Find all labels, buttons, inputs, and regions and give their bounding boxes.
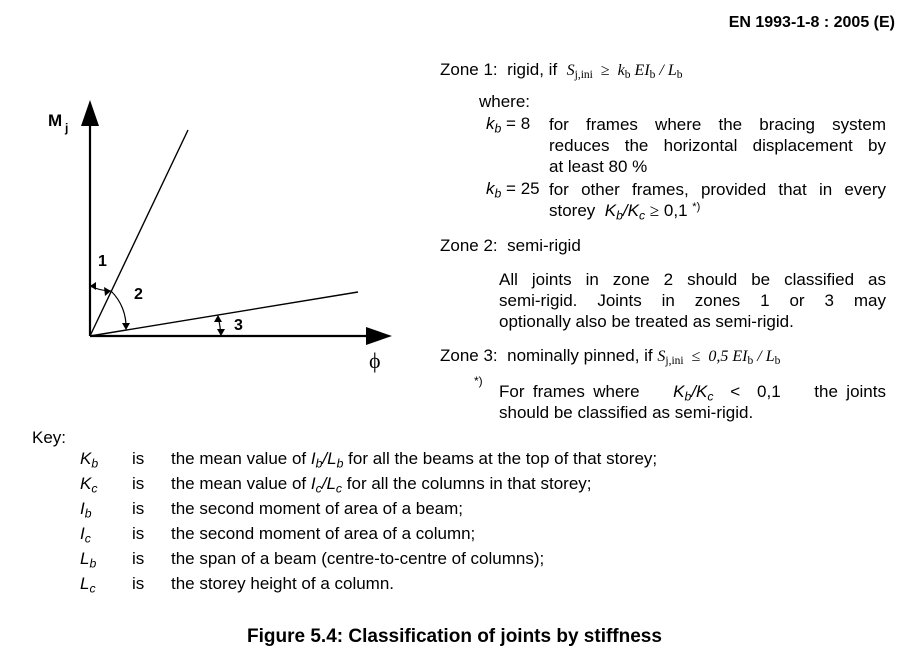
zone-3-label: Zone 3: bbox=[440, 346, 498, 365]
standard-reference: EN 1993-1-8 : 2005 (E) bbox=[728, 14, 895, 31]
zone-1-formula: $S_{j,ini} \ge k_b$ $EI_b / L_b$ bbox=[566, 62, 683, 82]
zone-3-heading bbox=[440, 346, 780, 366]
zone-2-label: Zone 2: bbox=[440, 236, 498, 255]
y-axis-arrowhead bbox=[81, 100, 99, 126]
zone-3-name: nominally pinned, if bbox=[507, 346, 653, 365]
kb-25-label: $k_b = 25$ bbox=[486, 179, 540, 201]
stiffness-diagram bbox=[30, 90, 410, 390]
zone-1-label: 1 bbox=[98, 253, 107, 270]
footnote-mark: *) bbox=[474, 374, 483, 388]
zone-2-description: All joints in zone 2 should be classified as semi-rigid. Joints in zones 1 or 3 may optionally also be treated as semi-rigid. bbox=[499, 270, 886, 331]
kb-8-text: for frames where the bracing system reduces the horizontal displacement by at least 80 % bbox=[549, 115, 886, 176]
kb-8-label: $k_b = 8$ bbox=[486, 114, 531, 136]
figure-caption: Figure 5.4: Classification of joints by stiffness bbox=[247, 626, 662, 647]
x-axis-label: ϕ bbox=[369, 348, 381, 373]
where-label: where: bbox=[479, 92, 531, 111]
zone-1-heading bbox=[440, 60, 683, 80]
footnote-text: For frames where $K_b/K_c < 0,1$ the joints should be classified as semi-rigid. bbox=[499, 382, 886, 422]
zone-1-label: Zone 1: bbox=[440, 60, 498, 79]
y-axis-label-subscript: j bbox=[65, 121, 69, 135]
zone-3-formula: $S_{j,ini} \le 0,5$ $EI_b / L_b$ bbox=[657, 348, 781, 368]
key-title: Key: bbox=[32, 428, 67, 447]
x-axis-arrowhead bbox=[366, 327, 392, 345]
kb-25-text: for other frames, provided that in every storey $K_b/K_c \ge 0,1$ *) bbox=[549, 180, 886, 223]
zone-2-heading bbox=[440, 236, 581, 256]
y-axis-label: M bbox=[48, 111, 63, 130]
rigid-boundary-line bbox=[90, 130, 188, 336]
zone-2-name: semi-rigid bbox=[507, 236, 581, 255]
kb-8-definition bbox=[486, 114, 886, 178]
zone-3-label: 3 bbox=[234, 317, 243, 334]
zone-1-name: rigid, if bbox=[507, 60, 558, 79]
zone-2-label: 2 bbox=[134, 286, 143, 303]
kb-25-definition bbox=[486, 179, 886, 223]
